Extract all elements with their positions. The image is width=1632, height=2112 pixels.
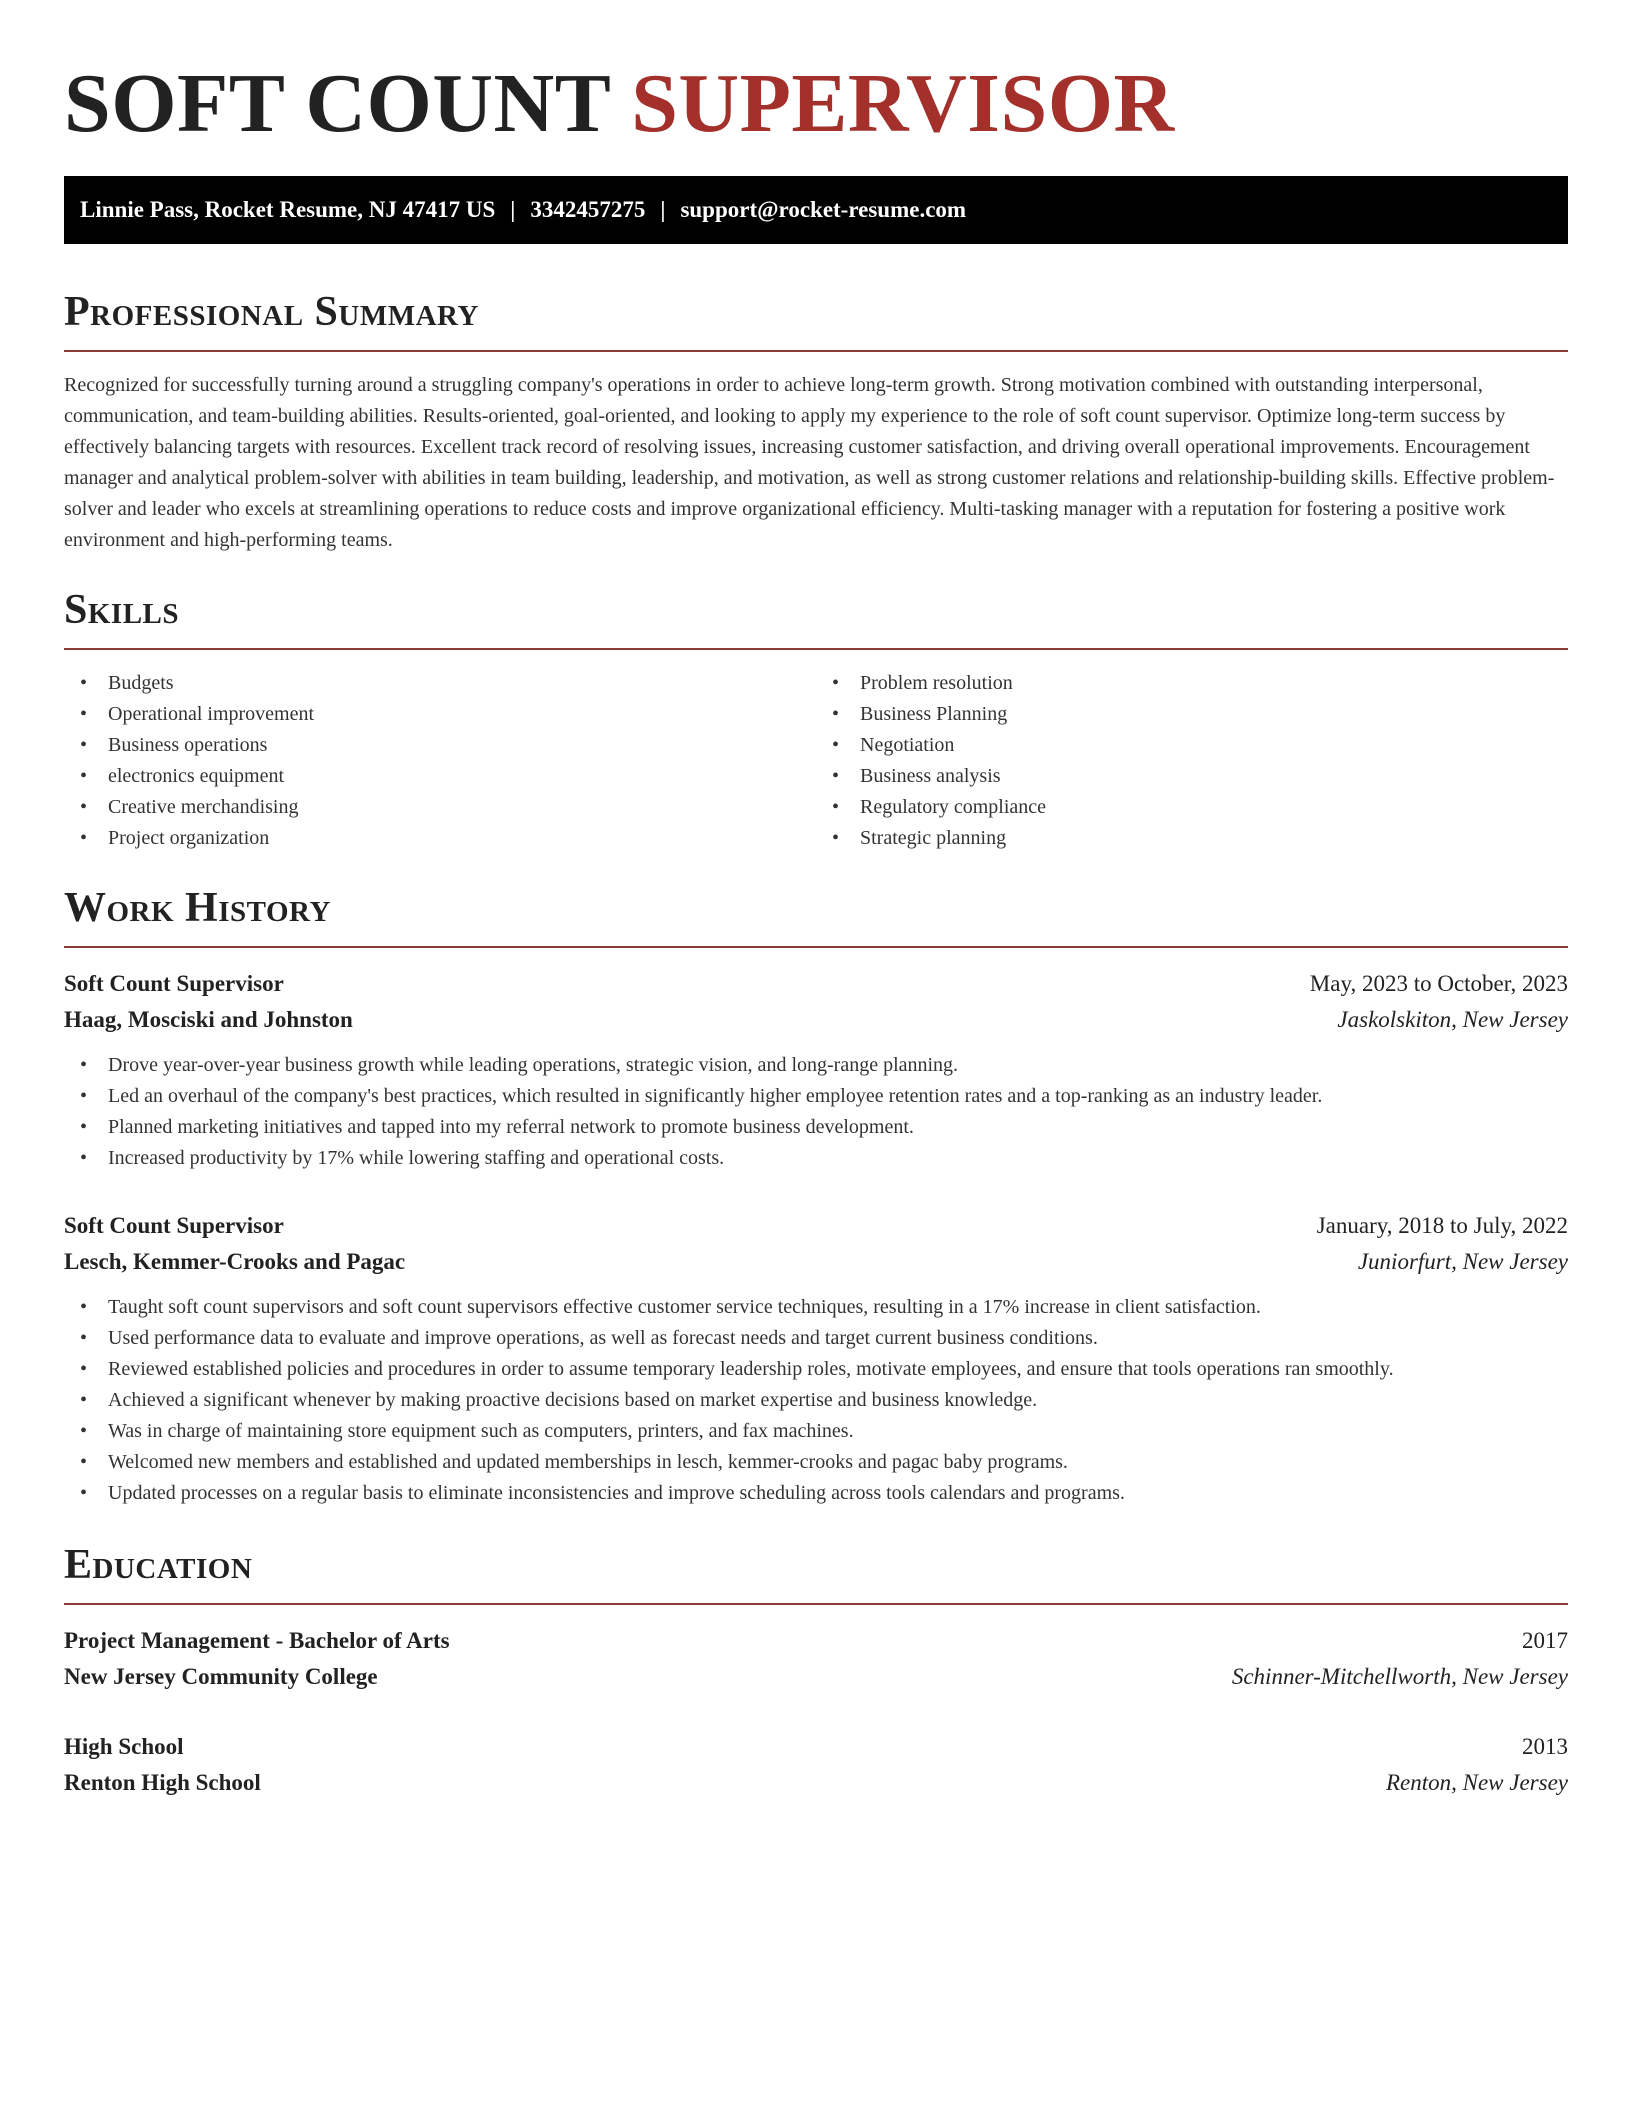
contact-separator: | bbox=[510, 197, 516, 222]
job-bullet: • Used performance data to evaluate and improve operations, as well as forecast needs and target current business conditions. bbox=[64, 1323, 1568, 1354]
skill-item: • Strategic planning bbox=[816, 823, 1568, 854]
section-divider bbox=[64, 350, 1568, 352]
job-bullets bbox=[64, 1050, 1568, 1174]
contact-separator: | bbox=[660, 197, 666, 222]
education-heading: Education bbox=[64, 1542, 253, 1588]
work-history-heading: Work History bbox=[64, 885, 331, 931]
skills-section bbox=[64, 586, 1568, 854]
skills-grid bbox=[64, 668, 1568, 854]
section-divider bbox=[64, 946, 1568, 948]
job-bullet: • Reviewed established policies and procedures in order to assume temporary leadership roles, motivate employees, and ensure that tools operations ran smoothly. bbox=[64, 1354, 1568, 1385]
education-entry bbox=[64, 1729, 1568, 1801]
job-bullet: • Welcomed new members and established and updated memberships in lesch, kemmer-crooks and pagac baby programs. bbox=[64, 1447, 1568, 1478]
job-bullet: • Achieved a significant whenever by making proactive decisions based on market expertise and business knowledge. bbox=[64, 1385, 1568, 1416]
contact-email: support@rocket-resume.com bbox=[680, 197, 967, 222]
skill-item: • Budgets bbox=[64, 668, 816, 699]
skill-item: • Business analysis bbox=[816, 761, 1568, 792]
job-bullet: • Updated processes on a regular basis to eliminate inconsistencies and improve scheduling across tools calendars and programs. bbox=[64, 1478, 1568, 1509]
skills-heading: Skills bbox=[64, 587, 180, 633]
education-section bbox=[64, 1541, 1568, 1801]
contact-address: Linnie Pass, Rocket Resume, NJ 47417 US bbox=[80, 197, 496, 222]
section-divider bbox=[64, 1603, 1568, 1605]
work-history-section bbox=[64, 884, 1568, 1509]
job-title: Soft Count Supervisor bbox=[64, 1213, 284, 1238]
section-divider bbox=[64, 648, 1568, 650]
education-year: 2013 bbox=[1522, 1734, 1568, 1759]
title-accent: SUPERVISOR bbox=[631, 57, 1175, 150]
job-bullet: • Drove year-over-year business growth while leading operations, strategic vision, and long-range planning. bbox=[64, 1050, 1568, 1081]
job-header-row bbox=[64, 1208, 1568, 1244]
summary-heading: Professional Summary bbox=[64, 289, 479, 335]
job-dates: May, 2023 to October, 2023 bbox=[1309, 971, 1568, 996]
job-bullet: • Planned marketing initiatives and tapped into my referral network to promote business development. bbox=[64, 1112, 1568, 1143]
job-bullets bbox=[64, 1292, 1568, 1509]
job-location: Jaskolskiton, New Jersey bbox=[1337, 1007, 1568, 1032]
skill-item: • electronics equipment bbox=[64, 761, 816, 792]
skill-item: • Regulatory compliance bbox=[816, 792, 1568, 823]
skill-item: • Problem resolution bbox=[816, 668, 1568, 699]
skill-item: • Project organization bbox=[64, 823, 816, 854]
job-bullet: • Taught soft count supervisors and soft count supervisors effective customer service techniques, resulting in a 17% increase in client satisfaction. bbox=[64, 1292, 1568, 1323]
education-header-row bbox=[64, 1729, 1568, 1765]
education-header-row bbox=[64, 1623, 1568, 1659]
job-company-row bbox=[64, 1244, 1568, 1280]
skill-item: • Business operations bbox=[64, 730, 816, 761]
job-location: Juniorfurt, New Jersey bbox=[1357, 1249, 1568, 1274]
job-header-row bbox=[64, 966, 1568, 1002]
job-entry bbox=[64, 1208, 1568, 1509]
education-year: 2017 bbox=[1522, 1628, 1568, 1653]
skills-column-right bbox=[816, 668, 1568, 854]
contact-phone: 3342457275 bbox=[530, 197, 646, 222]
title-primary: SOFT COUNT bbox=[64, 57, 632, 150]
education-school: Renton High School bbox=[64, 1770, 261, 1795]
resume-title bbox=[64, 56, 1568, 152]
skill-item: • Creative merchandising bbox=[64, 792, 816, 823]
education-entry bbox=[64, 1623, 1568, 1695]
job-bullet: • Was in charge of maintaining store equipment such as computers, printers, and fax machines. bbox=[64, 1416, 1568, 1447]
job-company-row bbox=[64, 1002, 1568, 1038]
skill-item: • Business Planning bbox=[816, 699, 1568, 730]
education-school: New Jersey Community College bbox=[64, 1664, 378, 1689]
summary-text: Recognized for successfully turning around a struggling company's operations in order to achieve long-term growth. Strong motivation combined with outstanding interpersonal, communication, and team-building abilities. Results-oriented, goal-oriented, and looking to apply my experience to the role of soft count supervisor. Optimize long-term success by effectively balancing targets with resources. Excellent track record of resolving issues, increasing customer satisfaction, and driving overall operational improvements. Encouragement manager and analytical problem-solver with abilities in team building, leadership, and motivation, as well as strong customer relations and relationship-building skills. Effective problem-solver and leader who excels at streamlining operations to reduce costs and improve organizational efficiency. Multi-tasking manager with a reputation for fostering a positive work environment and high-performing teams. bbox=[64, 374, 1555, 551]
skill-item: • Negotiation bbox=[816, 730, 1568, 761]
education-degree: High School bbox=[64, 1734, 184, 1759]
education-location: Renton, New Jersey bbox=[1385, 1770, 1568, 1795]
education-location: Schinner-Mitchellworth, New Jersey bbox=[1231, 1664, 1568, 1689]
skill-item: • Operational improvement bbox=[64, 699, 816, 730]
job-bullet: • Led an overhaul of the company's best practices, which resulted in significantly higher employee retention rates and a top-ranking as an industry leader. bbox=[64, 1081, 1568, 1112]
education-degree: Project Management - Bachelor of Arts bbox=[64, 1628, 450, 1653]
job-entry bbox=[64, 966, 1568, 1174]
job-dates: January, 2018 to July, 2022 bbox=[1316, 1213, 1568, 1238]
education-school-row bbox=[64, 1659, 1568, 1695]
contact-bar bbox=[64, 176, 1568, 244]
education-school-row bbox=[64, 1765, 1568, 1801]
skills-column-left bbox=[64, 668, 816, 854]
job-company: Haag, Mosciski and Johnston bbox=[64, 1007, 353, 1032]
job-title: Soft Count Supervisor bbox=[64, 971, 284, 996]
job-bullet: • Increased productivity by 17% while lowering staffing and operational costs. bbox=[64, 1143, 1568, 1174]
job-company: Lesch, Kemmer-Crooks and Pagac bbox=[64, 1249, 406, 1274]
summary-section bbox=[64, 288, 1568, 556]
